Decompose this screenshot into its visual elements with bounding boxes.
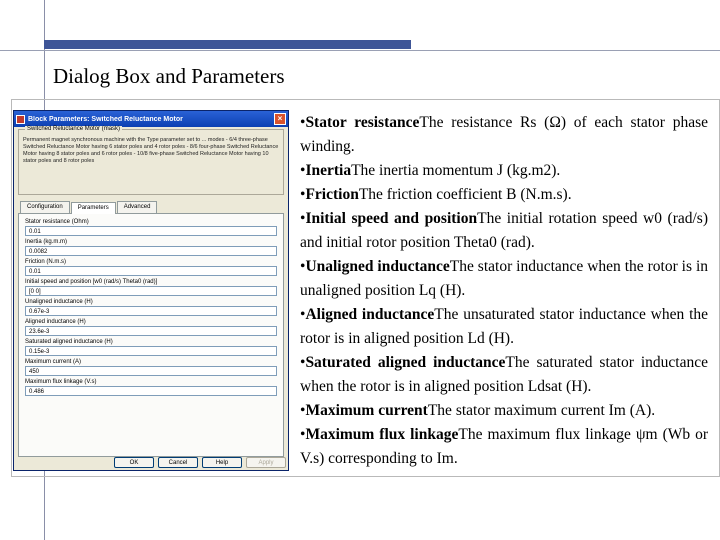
- bullet-term: Aligned inductance: [305, 306, 435, 323]
- maximum-flux-linkage-input[interactable]: 0.486: [25, 386, 277, 396]
- bullet-text: The unsaturated stator inductance when the rotor is in aligned position Ld (H).: [300, 306, 709, 347]
- field-label-inertia: Inertia (kg.m.m): [25, 239, 68, 245]
- decorative-horizontal-line: [0, 50, 720, 51]
- bullet-saturated-aligned-inductance: •Saturated aligned inductanceThe saturated stator inductance when the rotor is in aligned position Ldsat (H).: [300, 354, 708, 395]
- cancel-button[interactable]: Cancel: [158, 457, 198, 468]
- tab-parameters[interactable]: Parameters: [71, 202, 116, 214]
- field-label-aligned-inductance: Aligned inductance (H): [25, 319, 86, 325]
- slide-title: Dialog Box and Parameters: [53, 64, 285, 88]
- field-label-friction: Friction (N.m.s): [25, 259, 66, 265]
- ok-button[interactable]: OK: [114, 457, 154, 468]
- bullet-term: Unaligned inductance: [305, 258, 450, 275]
- bullet-maximum-current: •Maximum currentThe stator maximum current Im (A).: [300, 402, 656, 419]
- bullet-unaligned-inductance: •Unaligned inductanceThe stator inductance when the rotor is in unaligned position Lq (H).: [300, 258, 708, 299]
- close-icon[interactable]: ×: [274, 113, 286, 125]
- aligned-inductance-input[interactable]: 23.6e-3: [25, 326, 277, 336]
- bullet-friction: •FrictionThe friction coefficient B (N.m.s).: [300, 186, 572, 203]
- bullet-text: The saturated stator inductance when the rotor is in aligned position Ldsat (H).: [300, 354, 708, 395]
- block-parameters-dialog: [13, 110, 289, 471]
- bullet-maximum-flux-linkage: •Maximum flux linkageThe maximum flux linkage ψm (Wb or V.s) corresponding to Im.: [300, 426, 708, 467]
- dialog-title: Block Parameters: Switched Reluctance Motor: [28, 115, 183, 123]
- bullet-text: The initial rotation speed w0 (rad/s) and initial rotor position Theta0 (rad).: [300, 210, 708, 251]
- bullet-text: The maximum flux linkage ψm (Wb or V.s) corresponding to Im.: [300, 426, 708, 467]
- tab-advanced[interactable]: Advanced: [117, 201, 158, 213]
- dialog-titlebar[interactable]: [14, 111, 288, 127]
- field-label-stator-resistance: Stator resistance (Ohm): [25, 219, 89, 225]
- decorative-title-bar: [44, 40, 411, 49]
- bullet-text: The inertia momentum J (kg.m2).: [351, 162, 561, 179]
- maximum-current-input[interactable]: 450: [25, 366, 277, 376]
- bullet-text: The resistance Rs (Ω) of each stator phase winding.: [300, 114, 709, 155]
- field-label-unaligned-inductance: Unaligned inductance (H): [25, 299, 93, 305]
- bullet-term: Saturated aligned inductance: [305, 354, 506, 371]
- dialog-button-row: [114, 457, 290, 468]
- tab-strip: [20, 201, 284, 213]
- bullet-term: Initial speed and position: [305, 210, 478, 227]
- bullet-term: Friction: [305, 186, 359, 203]
- bullet-text: The friction coefficient B (N.m.s).: [358, 186, 572, 203]
- stator-resistance-input[interactable]: 0.01: [25, 226, 277, 236]
- field-label-maximum-flux-linkage: Maximum flux linkage (V.s): [25, 379, 97, 385]
- friction-input[interactable]: 0.01: [25, 266, 277, 276]
- field-label-maximum-current: Maximum current (A): [25, 359, 82, 365]
- bullet-aligned-inductance: •Aligned inductanceThe unsaturated stator inductance when the rotor is in aligned position Ld (H).: [300, 306, 709, 347]
- bullet-text: The stator inductance when the rotor is in unaligned position Lq (H).: [300, 258, 708, 299]
- simulink-icon: [16, 115, 25, 124]
- unaligned-inductance-input[interactable]: 0.67e-3: [25, 306, 277, 316]
- mask-group-label: Switched Reluctance Motor (mask): [27, 126, 121, 132]
- mask-description: Permanent magnet synchronous machine with the Type parameter set to ... modes - 6/4 three-phase Switched Reluctance Motor having 6 stator poles and 4 rotor poles - 8/6 four-phase Switched Reluctance Motor having 8 stator poles and 6 rotor poles - 10/8 five-phase Switched Reluctance Motor having 10 stator poles and 8 rotor poles: [23, 137, 279, 164]
- bullet-initial-speed-position: •Initial speed and positionThe initial rotation speed w0 (rad/s) and initial rotor position Theta0 (rad).: [300, 210, 708, 251]
- bullet-term: Stator resistance: [305, 114, 420, 131]
- field-label-initial-speed-position: Initial speed and position [w0 (rad/s) Theta0 (rad)]: [25, 279, 158, 285]
- bullet-text: The stator maximum current Im (A).: [427, 402, 656, 419]
- inertia-input[interactable]: 0.0082: [25, 246, 277, 256]
- parameters-panel: [18, 213, 284, 457]
- mask-description-group: [18, 126, 284, 195]
- help-button[interactable]: Help: [202, 457, 242, 468]
- bullet-term: Maximum flux linkage: [305, 426, 459, 443]
- field-label-saturated-aligned-inductance: Saturated aligned inductance (H): [25, 339, 113, 345]
- bullet-term: Inertia: [305, 162, 352, 179]
- bullet-term: Maximum current: [305, 402, 428, 419]
- saturated-aligned-inductance-input[interactable]: 0.15e-3: [25, 346, 277, 356]
- bullet-stator-resistance: •Stator resistanceThe resistance Rs (Ω) of each stator phase winding.: [300, 114, 709, 155]
- apply-button[interactable]: Apply: [246, 457, 286, 468]
- tab-configuration[interactable]: Configuration: [20, 201, 70, 213]
- bullet-inertia: •InertiaThe inertia momentum J (kg.m2).: [300, 162, 561, 179]
- initial-speed-position-input[interactable]: [0 0]: [25, 286, 277, 296]
- parameter-descriptions: [300, 111, 708, 471]
